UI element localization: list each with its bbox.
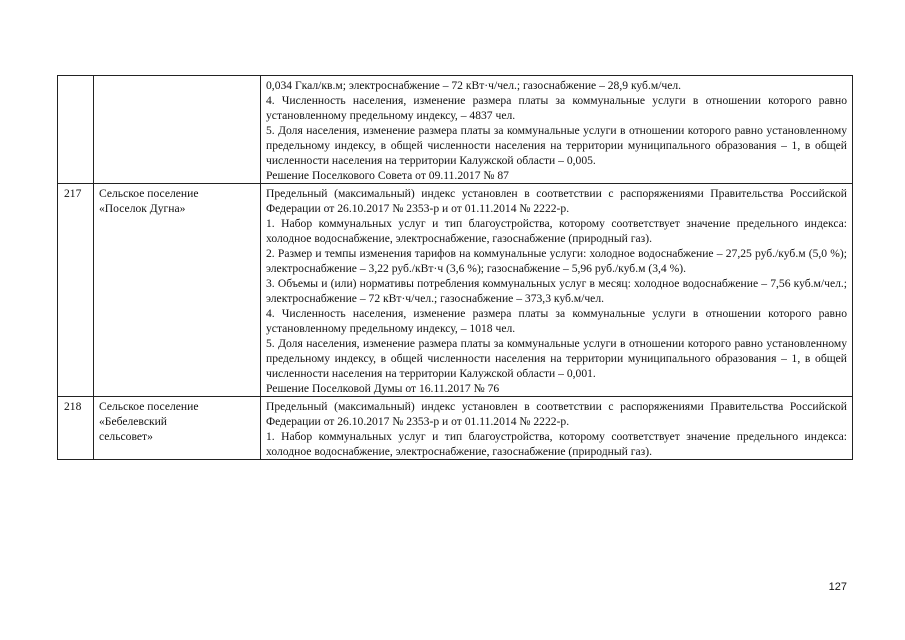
paragraph: Предельный (максимальный) индекс установлен в соответствии с распоряжениями Правительства Российской Федерации от 26.10.2017 № 2353-р и от 01.11.2014 № 2222-р. xyxy=(266,187,847,215)
decision-reference: Решение Поселкового Совета от 09.11.2017 № 87 xyxy=(266,169,509,182)
municipality-name-line: «Поселок Дугна» xyxy=(99,202,186,215)
paragraph: 5. Доля населения, изменение размера платы за коммунальные услуги в отношении которого равно установленному предельному индексу, в общей численности населения на территории муниципального образования – 1, в общей численности населения на территории Калужской области – 0,001. xyxy=(266,337,847,380)
municipality-name xyxy=(94,397,261,460)
row-content xyxy=(261,76,853,184)
row-number: 217 xyxy=(58,184,94,397)
row-number: 218 xyxy=(58,397,94,460)
paragraph: 5. Доля населения, изменение размера платы за коммунальные услуги в отношении которого равно установленному предельному индексу, в общей численности населения на территории муниципального образования – 1, в общей численности населения на территории Калужской области – 0,005. xyxy=(266,124,847,167)
row-content xyxy=(261,397,853,460)
paragraph: 0,034 Гкал/кв.м; электроснабжение – 72 кВт·ч/чел.; газоснабжение – 28,9 куб.м/чел. xyxy=(266,79,682,92)
page-number: 127 xyxy=(828,581,847,593)
municipality-name-line: Сельское поселение xyxy=(99,400,199,413)
paragraph: 4. Численность населения, изменение размера платы за коммунальные услуги в отношении которого равно установленному предельному индексу, – 1018 чел. xyxy=(266,307,847,335)
municipality-name xyxy=(94,76,261,184)
paragraph: 1. Набор коммунальных услуг и тип благоустройства, которому соответствует значение предельного индекса: холодное водоснабжение, электроснабжение, газоснабжение (природный газ). xyxy=(266,217,847,245)
municipality-name-line: сельсовет» xyxy=(99,430,153,443)
paragraph: 3. Объемы и (или) нормативы потребления коммунальных услуг в месяц: холодное водоснабжение – 7,56 куб.м/чел.; электроснабжение – 72 кВт·ч/чел.; газоснабжение – 373,3 куб.м/чел. xyxy=(266,277,847,305)
decision-reference: Решение Поселковой Думы от 16.11.2017 № 76 xyxy=(266,382,500,395)
table-row xyxy=(58,76,853,184)
row-content xyxy=(261,184,853,397)
paragraph: 4. Численность населения, изменение размера платы за коммунальные услуги в отношении которого равно установленному предельному индексу, – 4837 чел. xyxy=(266,94,847,122)
municipality-name-line: Сельское поселение xyxy=(99,187,199,200)
paragraph: 2. Размер и темпы изменения тарифов на коммунальные услуги: холодное водоснабжение – 27,25 руб./куб.м (5,0 %); электроснабжение – 3,22 руб./кВт·ч (3,6 %); газоснабжение – 5,96 руб./куб.м (3,4 %). xyxy=(266,247,847,275)
document-table xyxy=(57,75,853,460)
paragraph: Предельный (максимальный) индекс установлен в соответствии с распоряжениями Правительства Российской Федерации от 26.10.2017 № 2353-р и от 01.11.2014 № 2222-р. xyxy=(266,400,847,428)
table-row xyxy=(58,397,853,460)
row-number xyxy=(58,76,94,184)
municipality-name xyxy=(94,184,261,397)
table-row xyxy=(58,184,853,397)
municipality-name-line: «Бебелевский xyxy=(99,415,168,428)
paragraph: 1. Набор коммунальных услуг и тип благоустройства, которому соответствует значение предельного индекса: холодное водоснабжение, электроснабжение, газоснабжение (природный газ). xyxy=(266,430,847,458)
